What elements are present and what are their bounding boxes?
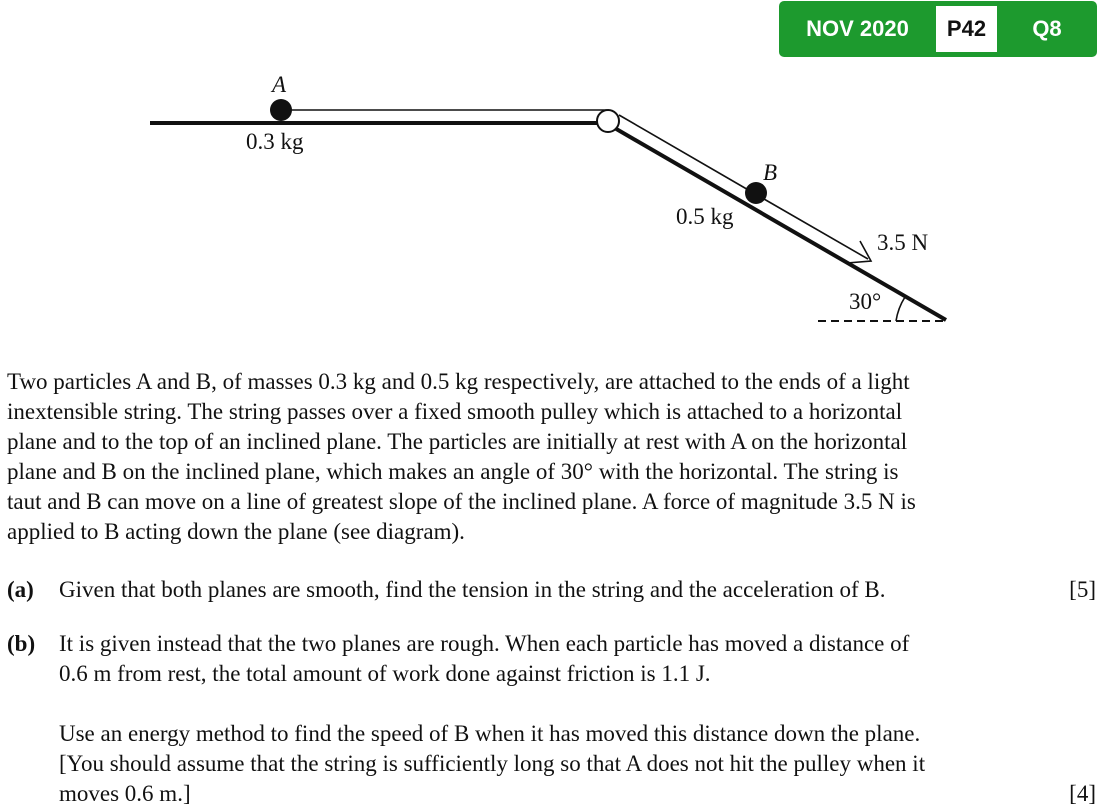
part-b-marks: [4] bbox=[1069, 781, 1096, 806]
particle-b-mass: 0.5 kg bbox=[676, 204, 734, 229]
question-number: Q8 bbox=[1032, 16, 1062, 41]
angle-label: 30° bbox=[849, 289, 882, 314]
paper-code: P42 bbox=[936, 6, 997, 52]
angle-arc bbox=[896, 297, 905, 321]
question-line: plane and B on the inclined plane, which makes an angle of 30° with the horizontal. The string is bbox=[7, 459, 899, 484]
part-a-label: (a) bbox=[7, 577, 34, 602]
part-b-label: (b) bbox=[7, 631, 36, 656]
part-b-line: 0.6 m from rest, the total amount of work done against friction is 1.1 J. bbox=[59, 661, 711, 686]
question-paragraph bbox=[7, 367, 1097, 547]
part-b-instruction-line: moves 0.6 m.] bbox=[59, 781, 191, 806]
particle-b bbox=[745, 182, 767, 204]
inclined-plane bbox=[606, 123, 946, 320]
question-line: applied to B acting down the plane (see diagram). bbox=[7, 519, 465, 544]
question-line: Two particles A and B, of masses 0.3 kg and 0.5 kg respectively, are attached to the ends of a light bbox=[7, 369, 910, 394]
pulley bbox=[597, 110, 619, 132]
question-line: taut and B can move on a line of greatest slope of the inclined plane. A force of magnitude 3.5 N is bbox=[7, 489, 916, 514]
particle-b-label: B bbox=[763, 160, 778, 185]
part-b-instruction-line: [You should assume that the string is sufficiently long so that A does not hit the pulley when it bbox=[59, 751, 926, 776]
part-a-text: Given that both planes are smooth, find the tension in the string and the acceleration of B. bbox=[59, 577, 886, 602]
force-arrow-shaft bbox=[764, 199, 868, 259]
particle-a-label: A bbox=[272, 72, 287, 97]
pulley-diagram bbox=[0, 0, 1100, 340]
particle-a-mass: 0.3 kg bbox=[246, 129, 304, 154]
question-line: inextensible string. The string passes over a fixed smooth pulley which is attached to a horizontal bbox=[7, 399, 903, 424]
force-label: 3.5 N bbox=[877, 230, 929, 255]
string-incline bbox=[619, 115, 757, 195]
part-b-line: It is given instead that the two planes are rough. When each particle has moved a distance of bbox=[59, 631, 910, 656]
force-arrow-head bbox=[847, 241, 871, 263]
session-label: NOV 2020 bbox=[806, 16, 909, 41]
part-b-instruction-line: Use an energy method to find the speed of B when it has moved this distance down the plane. bbox=[59, 721, 921, 746]
part-a-marks: [5] bbox=[1069, 577, 1096, 602]
question-line: plane and to the top of an inclined plane. The particles are initially at rest with A on the horizontal bbox=[7, 429, 908, 454]
particle-a bbox=[270, 99, 292, 121]
